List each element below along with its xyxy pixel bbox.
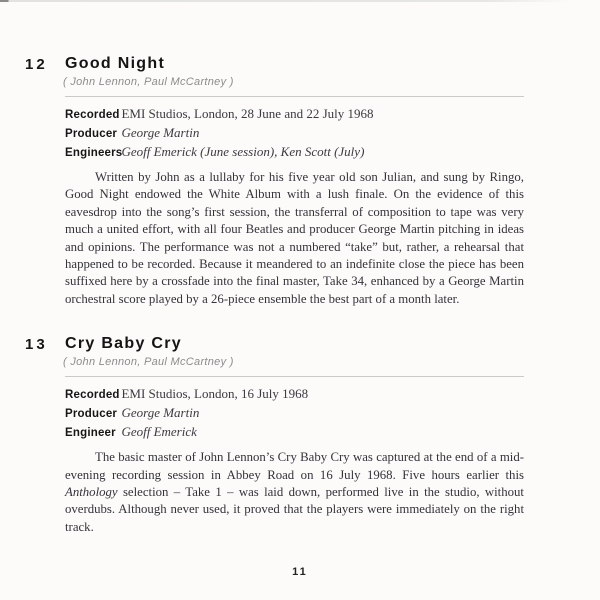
meta-value: Geoff Emerick (121, 424, 197, 440)
meta-value: EMI Studios, London, 28 June and 22 July 1968 (121, 106, 374, 121)
song-section-cry-baby-cry (25, 335, 575, 536)
divider-rule (65, 376, 524, 377)
recording-metadata (65, 107, 524, 160)
notes-italic-title: Anthology (65, 485, 118, 500)
title-block (65, 335, 575, 368)
song-title: Good Night (65, 55, 166, 72)
title-block (65, 55, 575, 88)
meta-value: EMI Studios, London, 16 July 1968 (121, 386, 309, 402)
divider-rule (65, 96, 524, 97)
meta-row-recorded (65, 387, 524, 402)
meta-row-producer (65, 406, 524, 421)
recording-metadata (65, 387, 524, 440)
meta-label: Engineer (65, 427, 116, 440)
song-body (65, 376, 524, 536)
song-body (65, 96, 524, 308)
songwriter-credit: ( John Lennon, Paul McCartney ) (63, 356, 234, 369)
meta-value: George Martin (121, 405, 200, 421)
track-number: 13 (25, 336, 48, 354)
meta-row-producer (65, 126, 524, 141)
meta-label: Recorded (65, 109, 120, 121)
song-header (25, 55, 575, 88)
meta-value: Geoff Emerick (June session), Ken Scott (July) (121, 144, 365, 159)
page-number: 11 (292, 566, 308, 578)
song-header (25, 335, 575, 368)
meta-value: George Martin (121, 125, 200, 140)
meta-label: Producer (65, 128, 118, 140)
notes-text: Written by John as a lullaby for his five year old son Julian, and sung by Ringo, Good Night endowed the White Album with a lush finale. On the evidence of this eavesdrop into the song’s first session, the transferral of composition to tape was very much a united effort, with all four Beatles and producer George Martin pitching in ideas and opinions. The performance was not a numbered “take” but, rather, a rehearsal that happened to be recorded. Because it meandered to an indefinite close the piece has been suffixed here by a crossfade into the final master, Take 34, enhanced by a George Martin orchestral score played by a 26-piece ensemble the best part of a month later. (65, 170, 524, 306)
song-section-good-night (25, 55, 575, 308)
notes-text: The basic master of John Lennon’s Cry Baby Cry was captured at the end of a mid-evening recording session in Abbey Road on 16 July 1968. Five hours earlier this (65, 450, 524, 482)
meta-label: Recorded (65, 389, 120, 402)
song-notes-paragraph (65, 169, 524, 308)
song-title: Cry Baby Cry (65, 335, 182, 353)
meta-row-engineer (65, 425, 524, 440)
meta-row-engineers (65, 145, 524, 160)
meta-row-recorded (65, 107, 524, 122)
notes-text: selection – Take 1 – was laid down, performed live in the studio, without overdubs. Although never used, it proved that the players were immediately on the right track. (65, 485, 524, 534)
meta-label: Producer (65, 408, 118, 421)
songwriter-credit: ( John Lennon, Paul McCartney ) (63, 76, 234, 88)
meta-label: Engineers (65, 147, 123, 159)
track-number: 12 (25, 56, 48, 73)
song-notes-paragraph (65, 449, 524, 536)
page-top-rule (0, 0, 570, 2)
